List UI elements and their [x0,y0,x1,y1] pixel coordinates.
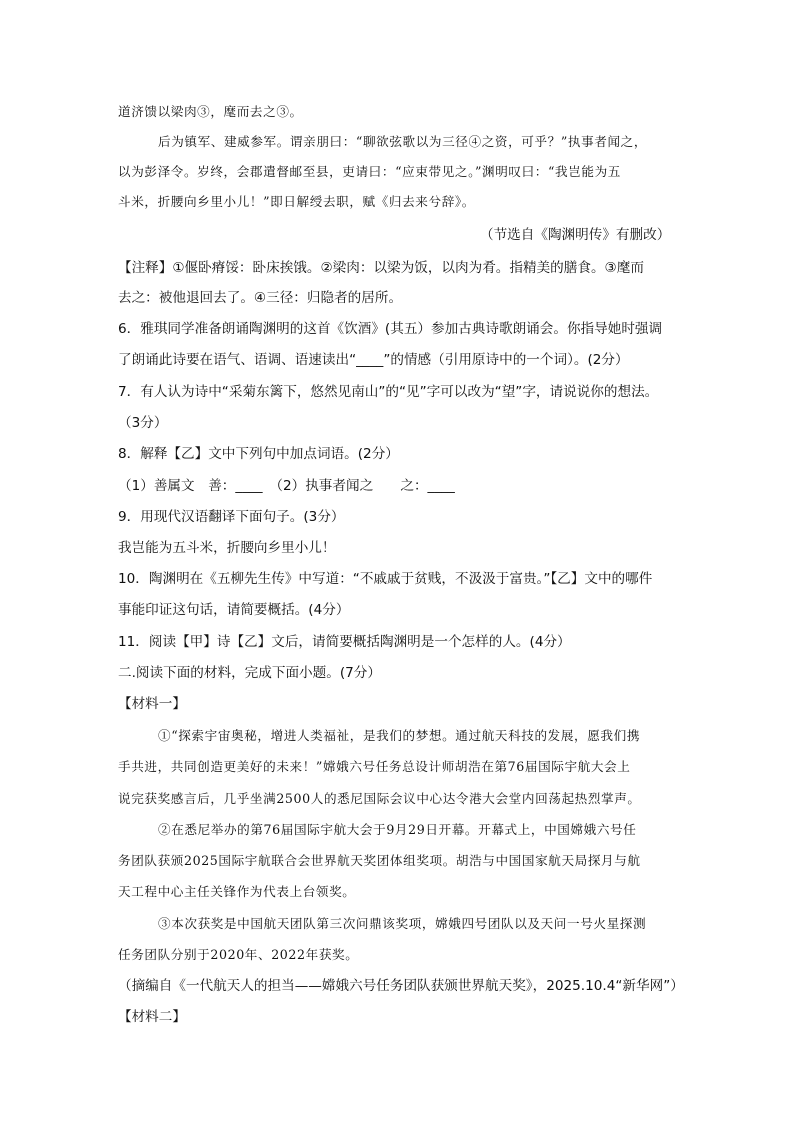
material-paragraph-line: 务团队获颁2025国际宇航联合会世界航天奖团体组奖项。胡浩与中国国家航天局探月与航 [118,853,641,868]
question-9: 9．用现代汉语翻译下面句子。(3分） [118,509,345,525]
material-2-label: 【材料二】 [118,1009,186,1025]
material-1-label: 【材料一】 [118,696,186,712]
question-7: 7．有人认为诗中“采菊东篱下，悠然见南山”的“见”字可以改为“望”字，请说说你的想法。 [118,384,659,400]
material-paragraph-line: ③本次获奖是中国航天团队第三次问鼎该奖项，嫦娥四号团队以及天问一号火星探测 [158,916,647,931]
notes-line: 去之：被他退回去了。④三径：归隐者的居所。 [118,290,403,306]
material-paragraph-line: ①“探索宇宙奥秘，增进人类福祉，是我们的梦想。通过航天科技的发展，愿我们携 [158,728,641,743]
passage-source: （节选自《陶渊明传》有删改） [480,227,671,243]
material-paragraph-line: 任务团队分别于2020年、2022年获奖。 [118,947,359,962]
material-paragraph-line: 天工程中心主任关锋作为代表上台领奖。 [118,884,356,899]
question-6: 6．雅琪同学准备朗诵陶渊明的这首《饮酒》(其五）参加古典诗歌朗诵会。你指导她时强调 [118,321,663,337]
material-paragraph-line: 说完获奖感言后，几乎坐满2500人的悉尼国际会议中心达令港大会堂内回荡起热烈掌声。 [118,791,641,806]
notes-line: 【注释】①偃卧瘠馁：卧床挨饿。②梁肉：以梁为饭，以肉为肴。指精美的膳食。③麾而 [118,260,644,276]
passage-line: 道济馈以梁肉③，麾而去之③。 [118,104,303,119]
question-8-items: （1）善属文 善：____ （2）执事者闻之 之：____ [118,478,455,494]
section-2-heading: 二.阅读下面的材料，完成下面小题。(7分） [118,665,381,681]
question-8: 8．解释【乙】文中下列句中加点词语。(2分） [118,446,399,462]
material-1-source: （摘编自《一代航天人的担当——嫦娥六号任务团队获颁世界航天奖》，2025.10.4“新华网”） [118,978,684,994]
material-paragraph-line: ②在悉尼举办的第76届国际宇航大会于9月29日开幕。开幕式上，中国嫦娥六号任 [158,822,637,837]
passage-line: 斗米，折腰向乡里小儿！”即日解绶去职，赋《归去来兮辞》。 [118,194,475,209]
question-7-cont: （3分） [118,415,168,431]
question-10-cont: 事能印证这句话，请简要概括。(4分） [118,602,350,618]
passage-line: 后为镇军、建威参军。谓亲朋曰：“聊欲弦歌以为三径④之资，可乎？”执事者闻之， [158,134,648,149]
material-paragraph-line: 手共进，共同创造更美好的未来！”嫦娥六号任务总设计师胡浩在第76届国际宇航大会上 [118,759,631,774]
question-11: 11．阅读【甲】诗【乙】文后，请简要概括陶渊明是一个怎样的人。(4分） [118,634,571,650]
question-9-sentence: 我岂能为五斗米，折腰向乡里小儿！ [118,540,336,556]
question-10: 10．陶渊明在《五柳先生传》中写道：“不戚戚于贫贱，不汲汲于富贵。”【乙】文中的哪件 [118,571,653,587]
passage-line: 以为彭泽令。岁终，会郡遣督邮至县，吏请曰：“应束带见之。”渊明叹曰：“我岂能为五 [118,164,621,179]
question-6-cont: 了朗诵此诗要在语气、语调、语速读出“____”的情感（引用原诗中的一个词）。(2分） [118,352,629,368]
